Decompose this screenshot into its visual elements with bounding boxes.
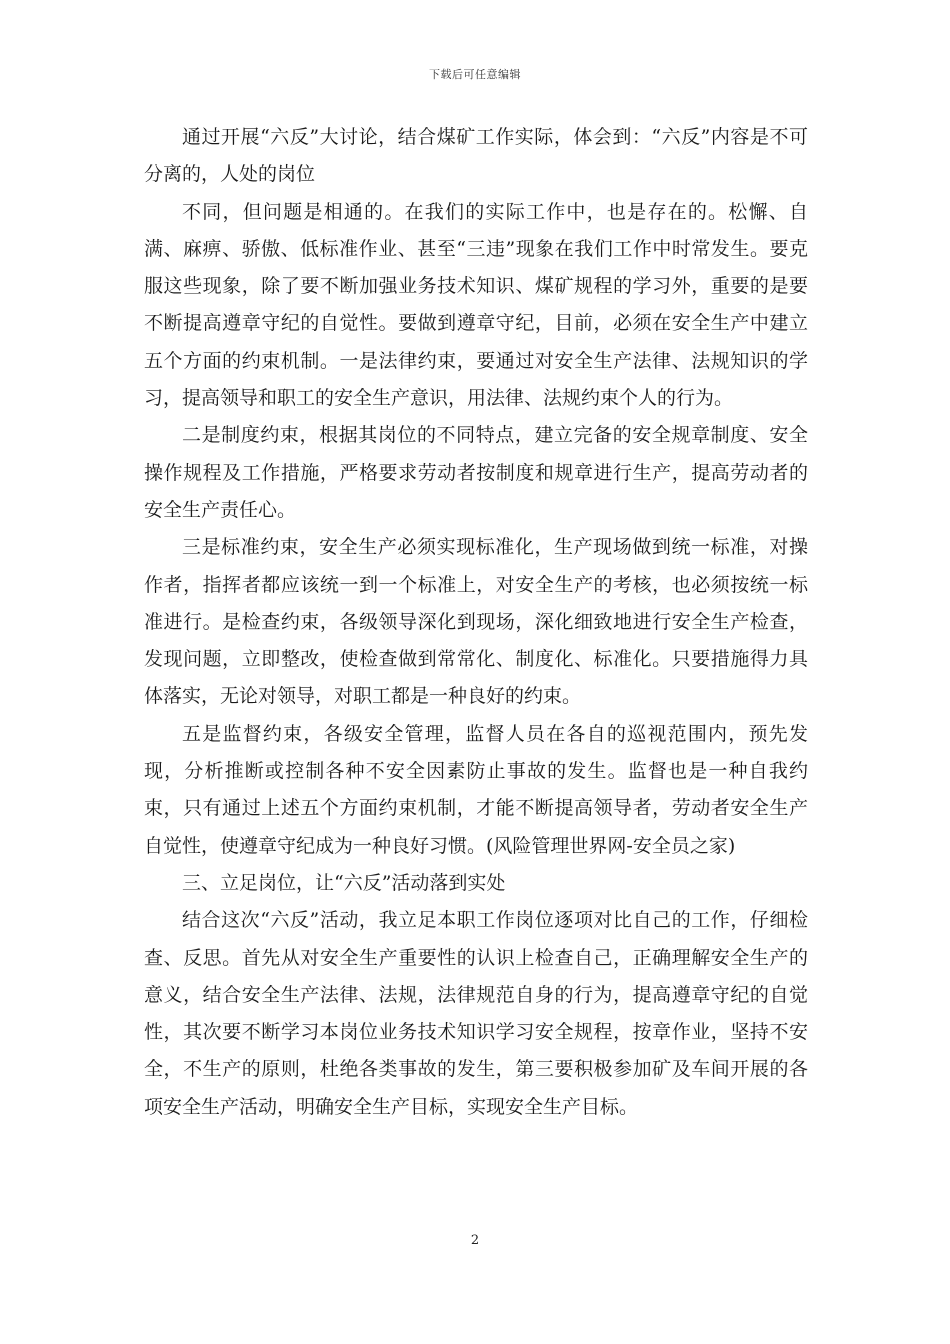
section-heading: 三、立足岗位，让“六反”活动落到实处 [182, 871, 506, 894]
paragraph-2: 不同，但问题是相通的。在我们的实际工作中，也是存在的。松懈、自满、麻痹、骄傲、低标准作业、甚至“三违”现象在我们工作中时常发生。要克服这些现象，除了要不断加强业务技术知识、煤矿规程的学习外，重要的是要不断提高遵章守纪的自觉性。要做到遵章守纪，目前，必须在安全生产中建立五个方面的约束机制。一是法律约束，要通过对安全生产法律、法规知识的学习，提高领导和职工的安全生产意识，用法律、法规约束个人的行为。 [144, 200, 808, 410]
paragraph-6: 结合这次“六反”活动，我立足本职工作岗位逐项对比自己的工作，仔细检查、反思。首先从对安全生产重要性的认识上检查自己，正确理解安全生产的意义，结合安全生产法律、法规，法律规范自身的行为，提高遵章守纪的自觉性，其次要不断学习本岗位业务技术知识学习安全规程，按章作业，坚持不安全，不生产的原则，杜绝各类事故的发生，第三要积极参加矿及车间开展的各项安全生产活动，明确安全生产目标，实现安全生产目标。 [144, 909, 808, 1118]
paragraph-5: 五是监督约束，各级安全管理，监督人员在各自的巡视范围内，预先发现，分析推断或控制各种不安全因素防止事故的发生。监督也是一种自我约束，只有通过上述五个方面约束机制，才能不断提高领导者，劳动者安全生产自觉性，使遵章守纪成为一种良好习惯。(风险管理世界网-安全员之家) [144, 722, 808, 857]
document-body [144, 119, 808, 1126]
paragraph-4: 三是标准约束，安全生产必须实现标准化，生产现场做到统一标准，对操作者，指挥者都应该统一到一个标准上，对安全生产的考核，也必须按统一标准进行。是检查约束，各级领导深化到现场，深化细致地进行安全生产检查，发现问题，立即整改，使检查做到常常化、制度化、标准化。只要措施得力具体落实，无论对领导，对职工都是一种良好的约束。 [144, 536, 808, 708]
page-number: 2 [470, 1233, 480, 1248]
page-header-note: 下载后可任意编辑 [429, 68, 521, 81]
paragraph-1: 通过开展“六反”大讨论，结合煤矿工作实际，体会到：“六反”内容是不可分离的，人处的岗位 [144, 126, 808, 186]
paragraph-3: 二是制度约束，根据其岗位的不同特点，建立完备的安全规章制度、安全操作规程及工作措施，严格要求劳动者按制度和规章进行生产，提高劳动者的安全生产责任心。 [144, 424, 808, 521]
